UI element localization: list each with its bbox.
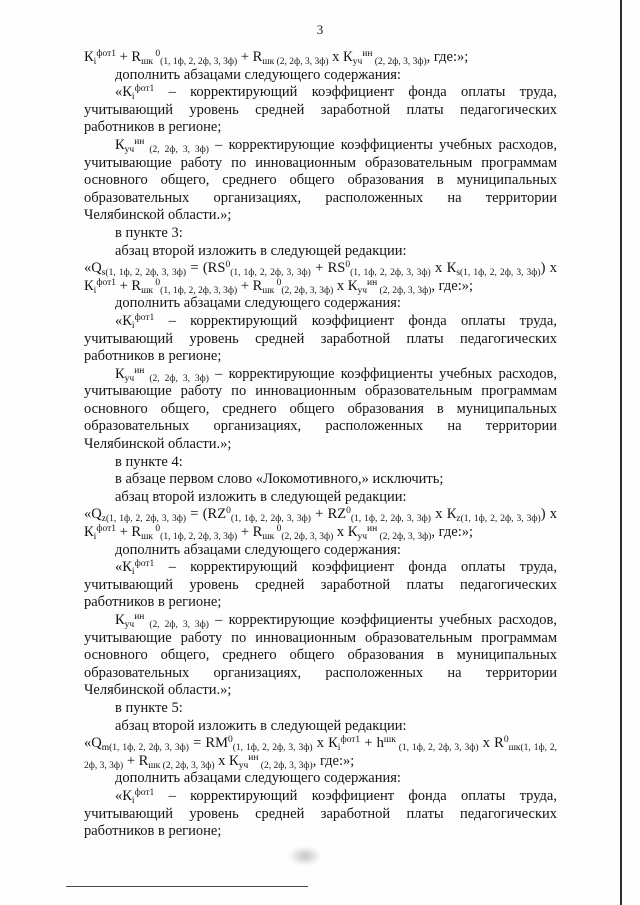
- superscript-run: фот1: [96, 49, 116, 59]
- body-paragraph: [84, 454, 557, 472]
- subscript-run: уч: [352, 57, 363, 67]
- page-number: 3: [316, 22, 324, 37]
- text-run: – корректирующий коэффициент фонда оплаты труда, учитывающий уровень средней заработной платы педагогических работников в регионе;: [84, 84, 557, 136]
- subscript-run: шк: [141, 285, 156, 296]
- text-run: х К: [430, 506, 457, 523]
- subscript-run: шк: [262, 285, 277, 296]
- superscript-run: 0: [228, 735, 233, 746]
- subscript-run: шк: [262, 532, 277, 543]
- superscript-run: ин: [134, 612, 145, 622]
- text-run: в пункте 4:: [115, 453, 183, 470]
- text-run: + R: [237, 524, 263, 541]
- body-paragraph: [84, 67, 557, 85]
- subscript-run: z(1, 1ф, 2, 2ф, 3, 3ф): [101, 514, 187, 525]
- text-run: «Q: [84, 506, 102, 523]
- subscript-run: i: [337, 743, 341, 754]
- body-paragraph: [84, 137, 557, 225]
- subscript-run: (1, 1ф, 2, 2ф, 3, 3ф): [160, 285, 238, 296]
- text-run: , где:»;: [431, 277, 474, 294]
- subscript-run: s(1, 1ф, 2, 2ф, 3, 3ф): [456, 268, 541, 279]
- text-run: – корректирующие коэффициенты учебных расходов, учитывающие работу по инновационным образовательным программам основного общего, среднего общего образования в муниципальных образовательных организациях, расположенных на территории Челябинской области.»;: [84, 612, 557, 699]
- scan-line-artifact: [66, 886, 308, 887]
- subscript-run: уч: [357, 532, 367, 543]
- superscript-run: ин: [134, 136, 145, 147]
- text-run: ) х К: [84, 260, 558, 294]
- subscript-run: (2, 2ф, 3, 3ф): [281, 532, 334, 543]
- subscript-run: (2, 2ф, 3, 3ф): [281, 285, 334, 296]
- superscript-run: 0: [155, 277, 161, 288]
- text-run: – корректирующий коэффициент фонда оплаты труда, учитывающий уровень средней заработной платы педагогических работников в регионе;: [84, 787, 557, 840]
- subscript-run: i: [93, 57, 97, 67]
- text-run: абзац второй изложить в следующей редакции:: [115, 717, 407, 734]
- text-run: абзац второй изложить в следующей редакции:: [115, 488, 407, 505]
- superscript-run: фот1: [134, 787, 155, 798]
- superscript-run: 0: [276, 277, 282, 288]
- subscript-run: (1, 1ф, 2, 2ф, 3, 3ф): [230, 514, 311, 525]
- text-run: , где:»;: [431, 524, 474, 541]
- text-run: + R: [123, 752, 149, 769]
- scan-smudge: [288, 846, 322, 866]
- text-run: + R: [116, 524, 142, 541]
- body-paragraph: [84, 788, 557, 841]
- body-paragraph: [84, 366, 557, 454]
- subscript-run: (1, 1ф, 2, 2ф, 3, 3ф): [160, 532, 238, 543]
- subscript-run: (2, 2ф, 3, 3ф): [144, 144, 209, 155]
- formula-paragraph: [84, 735, 557, 770]
- text-run: х К: [430, 260, 457, 277]
- text-run: х К: [312, 735, 338, 752]
- subscript-run: шк: [141, 57, 156, 67]
- subscript-run: (1, 1ф, 2, 2ф, 3, 3ф): [350, 514, 431, 525]
- superscript-run: шк: [383, 735, 396, 746]
- subscript-run: уч: [124, 373, 135, 384]
- superscript-run: ин: [366, 524, 378, 535]
- superscript-run: фот1: [340, 735, 361, 746]
- text-run: дополнить абзацами следующего содержания:: [115, 541, 401, 558]
- text-run: = RM: [188, 735, 228, 752]
- text-run: , где:»;: [312, 752, 355, 769]
- document-body: [84, 49, 557, 841]
- text-run: – корректирующий коэффициент фонда оплаты труда, учитывающий уровень средней заработной платы педагогических работников в регионе;: [84, 312, 557, 365]
- text-run: – корректирующие коэффициенты учебных расходов, учитывающие работу по инновационным образовательным программам основного общего, среднего общего образования в муниципальных образовательных организациях, расположенных на территории Челябинской области.»;: [84, 365, 557, 453]
- body-paragraph: [84, 542, 557, 560]
- text-run: дополнить абзацами следующего содержания:: [115, 66, 401, 83]
- subscript-run: шк (2, 2ф, 3, 3ф): [148, 760, 215, 771]
- text-run: К: [115, 365, 125, 382]
- superscript-run: 0: [503, 735, 509, 746]
- subscript-run: уч: [124, 620, 135, 630]
- formula-paragraph: [84, 49, 557, 67]
- superscript-run: фот1: [96, 524, 116, 535]
- subscript-run: (1, 1ф, 2, 2ф, 3, 3ф): [350, 268, 431, 279]
- superscript-run: фот1: [134, 559, 155, 570]
- text-run: дополнить абзацами следующего содержания:: [115, 770, 401, 787]
- text-run: в пункте 5:: [115, 699, 183, 716]
- body-paragraph: [84, 471, 557, 489]
- text-run: = (RS: [186, 260, 226, 277]
- text-run: х К: [214, 752, 239, 769]
- subscript-run: i: [131, 567, 135, 578]
- body-paragraph: [84, 225, 557, 243]
- text-run: х К: [328, 49, 353, 65]
- text-run: х К: [333, 524, 358, 541]
- text-run: в абзаце первом слово «Локомотивного,» исключить;: [115, 471, 444, 488]
- subscript-run: (2, 2ф, 3, 3ф): [372, 57, 427, 67]
- superscript-run: 0: [226, 506, 231, 517]
- superscript-run: ин: [248, 752, 259, 763]
- text-run: + R: [237, 49, 263, 65]
- subscript-run: (2, 2ф, 3, 3ф): [144, 620, 209, 630]
- body-paragraph: [84, 295, 557, 313]
- superscript-run: 0: [155, 524, 161, 535]
- body-paragraph: [84, 313, 557, 366]
- text-run: + RS: [310, 260, 346, 277]
- subscript-run: s(1, 1ф, 2, 2ф, 3, 3ф): [101, 268, 187, 279]
- text-run: «Q: [84, 260, 102, 277]
- subscript-run: уч: [357, 285, 367, 296]
- body-paragraph: [84, 243, 557, 261]
- body-paragraph: [84, 612, 557, 700]
- subscript-run: i: [93, 285, 97, 296]
- subscript-run: (2, 2ф, 3, 3ф): [377, 285, 432, 296]
- text-run: + R: [116, 277, 142, 294]
- body-paragraph: [84, 718, 557, 736]
- text-run: х R: [478, 735, 504, 752]
- subscript-run: i: [131, 320, 135, 331]
- body-paragraph: [84, 84, 557, 137]
- subscript-run: i: [93, 532, 97, 543]
- text-run: в пункте 3:: [115, 224, 183, 241]
- text-run: абзац второй изложить в следующей редакции:: [115, 242, 407, 259]
- subscript-run: (2, 2ф, 3, 3ф): [258, 760, 313, 771]
- superscript-run: 0: [346, 506, 351, 517]
- superscript-run: фот1: [134, 84, 155, 95]
- superscript-run: 0: [345, 260, 351, 271]
- text-run: х К: [333, 277, 358, 294]
- text-run: «К: [115, 787, 132, 804]
- subscript-run: i: [131, 92, 135, 103]
- text-run: = (RZ: [186, 506, 227, 523]
- body-paragraph: [84, 700, 557, 718]
- subscript-run: шк(1, 1ф, 2, 2ф, 3, 3ф): [84, 743, 558, 771]
- subscript-run: (1, 1ф, 2, 2ф, 3, 3ф): [395, 743, 479, 754]
- text-run: «К: [115, 84, 132, 101]
- subscript-run: (2, 2ф, 3, 3ф): [377, 532, 432, 543]
- subscript-run: z(1, 1ф, 2, 2ф, 3, 3ф): [456, 514, 541, 525]
- text-run: К: [84, 49, 94, 65]
- subscript-run: шк: [141, 532, 156, 543]
- text-run: «К: [115, 312, 132, 329]
- text-run: – корректирующий коэффициент фонда оплаты труда, учитывающий уровень средней заработной платы педагогических работников в регионе;: [84, 559, 557, 611]
- superscript-run: ин: [366, 277, 378, 288]
- text-run: + h: [360, 735, 384, 752]
- subscript-run: (1, 1ф, 2, 2ф, 3, 3ф): [232, 743, 313, 754]
- superscript-run: фот1: [96, 277, 116, 288]
- subscript-run: (1, 1ф, 2, 2ф, 3, 3ф): [160, 57, 238, 67]
- superscript-run: 0: [276, 524, 282, 535]
- superscript-run: 0: [155, 49, 161, 59]
- text-run: + RZ: [310, 506, 347, 523]
- superscript-run: 0: [225, 260, 231, 271]
- text-run: + R: [237, 277, 263, 294]
- text-run: ) х К: [84, 506, 558, 541]
- body-paragraph: [84, 770, 557, 788]
- subscript-run: шк (2, 2ф, 3, 3ф): [262, 57, 329, 67]
- formula-paragraph: [84, 260, 557, 295]
- superscript-run: ин: [134, 365, 145, 376]
- formula-paragraph: [84, 506, 557, 541]
- scan-edge-artifact: [620, 0, 622, 905]
- body-paragraph: [84, 559, 557, 612]
- superscript-run: фот1: [134, 312, 155, 323]
- subscript-run: уч: [238, 760, 249, 771]
- text-run: , где:»;: [426, 49, 469, 65]
- text-run: К: [115, 136, 125, 153]
- text-run: – корректирующие коэффициенты учебных расходов, учитывающие работу по инновационным образовательным программам основного общего, среднего общего образования в муниципальных образовательных организациях, расположенных на территории Челябинской области.»;: [84, 136, 557, 224]
- body-paragraph: [84, 489, 557, 507]
- text-run: дополнить абзацами следующего содержания:: [115, 295, 401, 312]
- subscript-run: i: [131, 795, 135, 806]
- subscript-run: (2, 2ф, 3, 3ф): [144, 373, 209, 384]
- subscript-run: уч: [124, 144, 135, 155]
- subscript-run: (1, 1ф, 2, 2ф, 3, 3ф): [230, 268, 311, 279]
- text-run: + R: [116, 49, 142, 65]
- text-run: «К: [115, 559, 132, 576]
- superscript-run: ин: [362, 49, 373, 59]
- subscript-run: m(1, 1ф, 2, 2ф, 3, 3ф): [101, 743, 189, 754]
- text-run: К: [115, 612, 125, 628]
- text-run: «Q: [84, 735, 102, 752]
